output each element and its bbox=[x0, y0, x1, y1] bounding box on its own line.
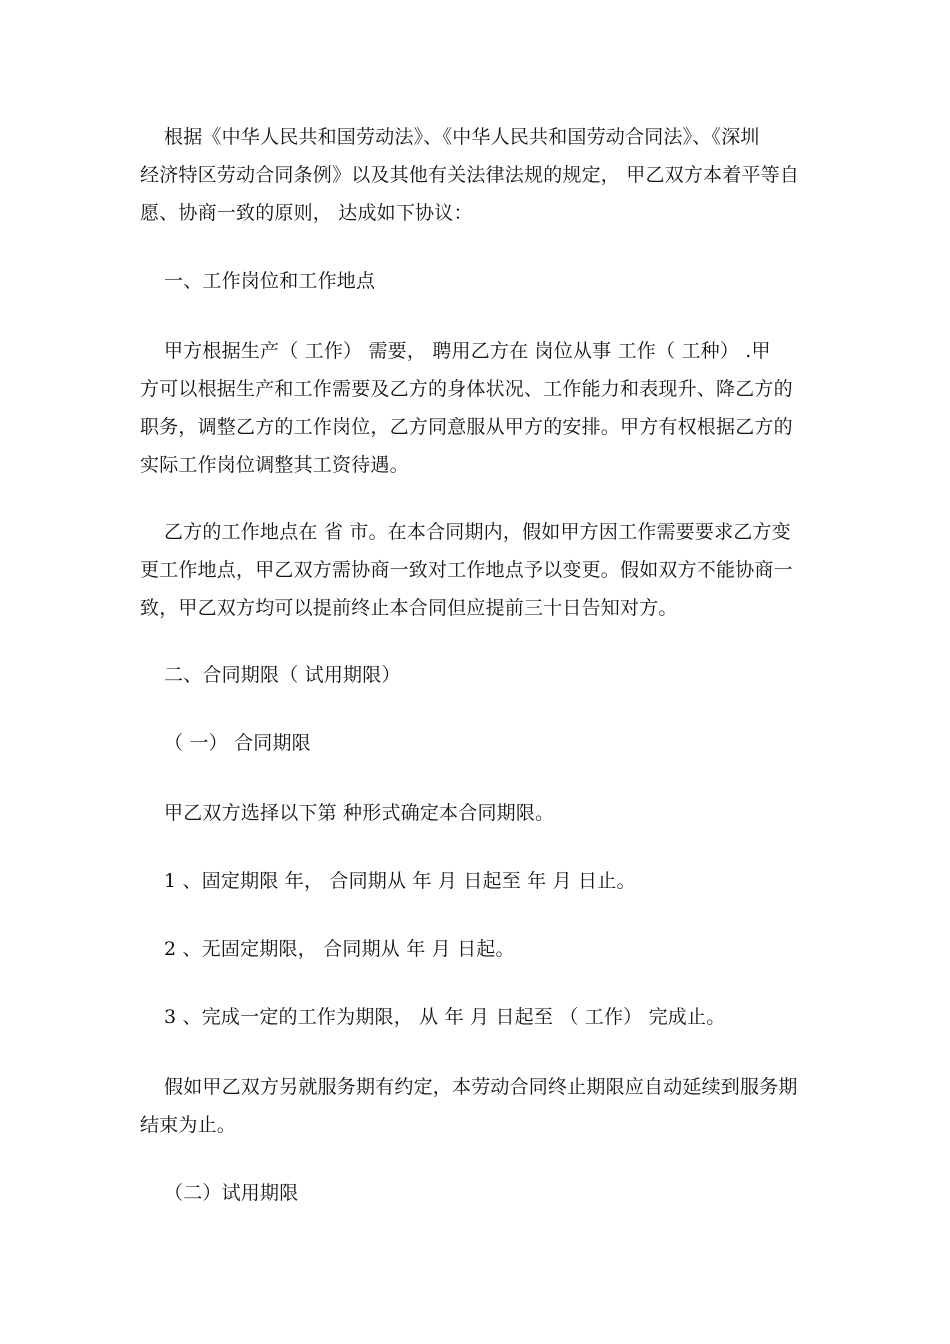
paragraph-position-line-3: 职务，调整乙方的工作岗位，乙方同意服从甲方的安排。甲方有权根据乙方的 bbox=[140, 416, 793, 438]
paragraph-position-line-4: 实际工作岗位调整其工资待遇。 bbox=[140, 454, 409, 476]
paragraph-legal-basis-line-2: 经济特区劳动合同条例》以及其他有关法律法规的规定， 甲乙双方本着平等自 bbox=[140, 164, 800, 186]
subsection-heading-contract-term: （ 一） 合同期限 bbox=[164, 732, 311, 754]
list-item-fixed-term: 1 、固定期限 年， 合同期从 年 月 日起至 年 月 日止。 bbox=[164, 870, 636, 892]
section-heading-2: 二、合同期限（ 试用期限） bbox=[164, 664, 401, 686]
paragraph-legal-basis-line-1: 根据《中华人民共和国劳动法》、《中华人民共和国劳动合同法》、《深圳 bbox=[164, 126, 760, 148]
paragraph-position-line-1: 甲方根据生产（ 工作） 需要， 聘用乙方在 岗位从事 工作（ 工种） .甲 bbox=[164, 340, 771, 362]
paragraph-position-line-2: 方可以根据生产和工作需要及乙方的身体状况、工作能力和表现升、降乙方的 bbox=[140, 378, 793, 400]
paragraph-location-line-2: 更工作地点，甲乙双方需协商一致对工作地点予以变更。假如双方不能协商一 bbox=[140, 559, 793, 581]
paragraph-legal-basis-line-3: 愿、协商一致的原则， 达成如下协议： bbox=[140, 202, 473, 224]
section-heading-1: 一、工作岗位和工作地点 bbox=[164, 270, 376, 292]
subsection-heading-probation: （二）试用期限 bbox=[164, 1182, 299, 1204]
paragraph-service-period-line-1: 假如甲乙双方另就服务期有约定，本劳动合同终止期限应自动延续到服务期 bbox=[164, 1076, 798, 1098]
list-item-open-term: 2 、无固定期限， 合同期从 年 月 日起。 bbox=[164, 938, 515, 960]
paragraph-location-line-1: 乙方的工作地点在 省 市。在本合同期内，假如甲方因工作需要要求乙方变 bbox=[164, 521, 791, 543]
paragraph-service-period-line-2: 结束为止。 bbox=[140, 1114, 237, 1136]
paragraph-term-choice: 甲乙双方选择以下第 种形式确定本合同期限。 bbox=[164, 802, 555, 824]
paragraph-location-line-3: 致，甲乙双方均可以提前终止本合同但应提前三十日告知对方。 bbox=[140, 597, 678, 619]
list-item-task-term: 3 、完成一定的工作为期限， 从 年 月 日起至 （ 工作） 完成止。 bbox=[164, 1006, 726, 1028]
